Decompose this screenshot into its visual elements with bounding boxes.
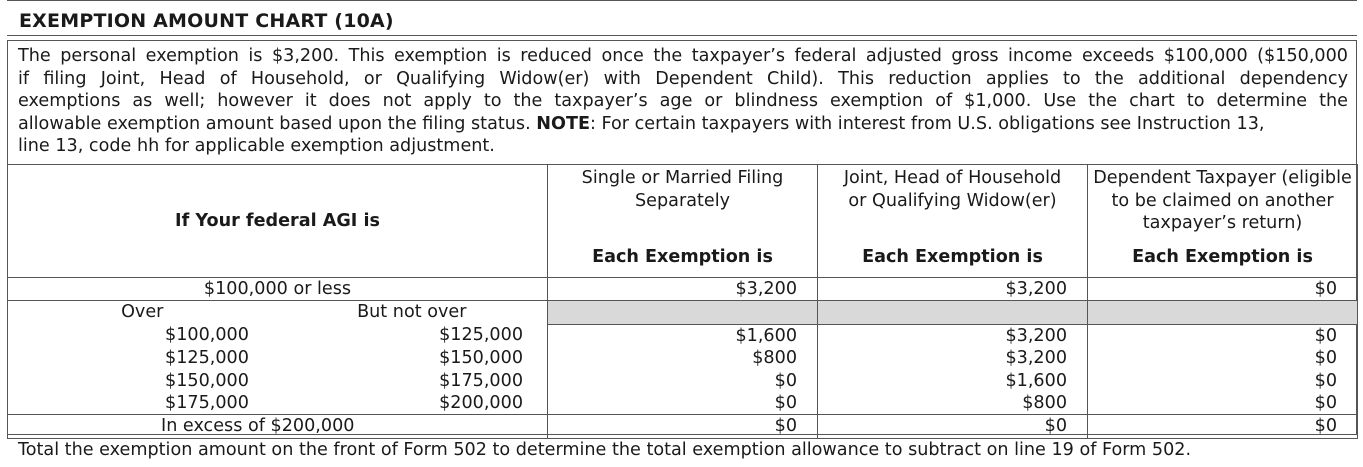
each-exemption-label: Each Exemption is — [862, 247, 1043, 267]
header-text: Single or Married Filing — [581, 168, 784, 188]
table-row — [8, 278, 1358, 301]
over-value: $100,000 — [8, 324, 277, 347]
dependent-value: $0 — [1088, 347, 1358, 369]
joint-value: $3,200 — [818, 278, 1088, 301]
range-header-row — [8, 301, 1358, 324]
joint-value: $0 — [818, 415, 1088, 438]
table-row — [8, 392, 1358, 415]
intro-line: if filing Joint, Head of Household, or Qualifying Widow(er) with Dependent Child). This reduction applies to the additional dependency — [18, 68, 1348, 89]
over-value: $175,000 — [8, 392, 277, 415]
intro-paragraph — [18, 45, 1348, 158]
joint-value: $3,200 — [818, 324, 1088, 347]
single-value: $800 — [548, 347, 818, 369]
single-value: $1,600 — [548, 324, 818, 347]
header-text: Joint, Head of Household — [843, 168, 1062, 188]
shaded-cell — [548, 301, 818, 324]
intro-text: : For certain taxpayers with interest from U.S. obligations see Instruction 13, — [589, 113, 1265, 134]
header-text: Dependent Taxpayer (eligible — [1093, 168, 1352, 188]
joint-value: $3,200 — [818, 347, 1088, 369]
over-value: $150,000 — [8, 370, 277, 392]
table-row — [8, 324, 1358, 347]
shaded-cell — [818, 301, 1088, 324]
joint-value: $800 — [818, 392, 1088, 415]
dependent-value: $0 — [1088, 278, 1358, 301]
table-row — [8, 347, 1358, 369]
joint-header — [818, 165, 1088, 278]
intro-line: line 13, code hh for applicable exemption adjustment. — [18, 136, 495, 156]
over-value: $125,000 — [8, 347, 277, 369]
header-text: Separately — [635, 190, 730, 211]
intro-text: allowable exemption amount based upon the filing status. — [18, 113, 537, 134]
each-exemption-label: Each Exemption is — [1132, 247, 1313, 267]
header-text: taxpayer’s return) — [1142, 213, 1303, 233]
single-header — [548, 165, 818, 278]
over-header: Over — [8, 301, 277, 324]
not-over-header: But not over — [277, 301, 548, 324]
intro-line — [18, 113, 1348, 136]
not-over-value: $175,000 — [277, 370, 548, 392]
note-label: NOTE — [536, 113, 590, 134]
chart-title: EXEMPTION AMOUNT CHART (10A) — [19, 10, 394, 32]
dependent-header — [1088, 165, 1358, 278]
single-value: $0 — [548, 392, 818, 415]
agi-header: If Your federal AGI is — [8, 165, 548, 278]
agi-range: In excess of $200,000 — [8, 415, 548, 438]
intro-line: exemptions as well; however it does not apply to the taxpayer’s age or blindness exemption of $1,000. Use the chart to determine the — [18, 91, 1348, 111]
agi-range: $100,000 or less — [8, 278, 548, 301]
shaded-cell — [1088, 301, 1358, 324]
single-value: $0 — [548, 415, 818, 438]
dependent-value: $0 — [1088, 324, 1358, 347]
joint-value: $1,600 — [818, 370, 1088, 392]
not-over-value: $150,000 — [277, 347, 548, 369]
dependent-value: $0 — [1088, 392, 1358, 415]
dependent-value: $0 — [1088, 370, 1358, 392]
header-text: or Qualifying Widow(er) — [848, 190, 1057, 211]
each-exemption-label: Each Exemption is — [592, 247, 773, 267]
intro-line: The personal exemption is $3,200. This exemption is reduced once the taxpayer’s federal adjusted gross income exceeds $100,000 ($150,000 — [18, 46, 1348, 66]
single-value: $0 — [548, 370, 818, 392]
single-value: $3,200 — [548, 278, 818, 301]
not-over-value: $200,000 — [277, 392, 548, 415]
exemption-table — [7, 164, 1358, 439]
header-text: to be claimed on another — [1111, 190, 1334, 211]
header-row — [8, 165, 1358, 278]
not-over-value: $125,000 — [277, 324, 548, 347]
footer-note: Total the exemption amount on the front of Form 502 to determine the total exemption allowance to subtract on line 19 of Form 502. — [18, 440, 1192, 460]
chart-title-bar — [7, 0, 1357, 36]
dependent-value: $0 — [1088, 415, 1358, 438]
table-row — [8, 370, 1358, 392]
table-row — [8, 415, 1358, 438]
